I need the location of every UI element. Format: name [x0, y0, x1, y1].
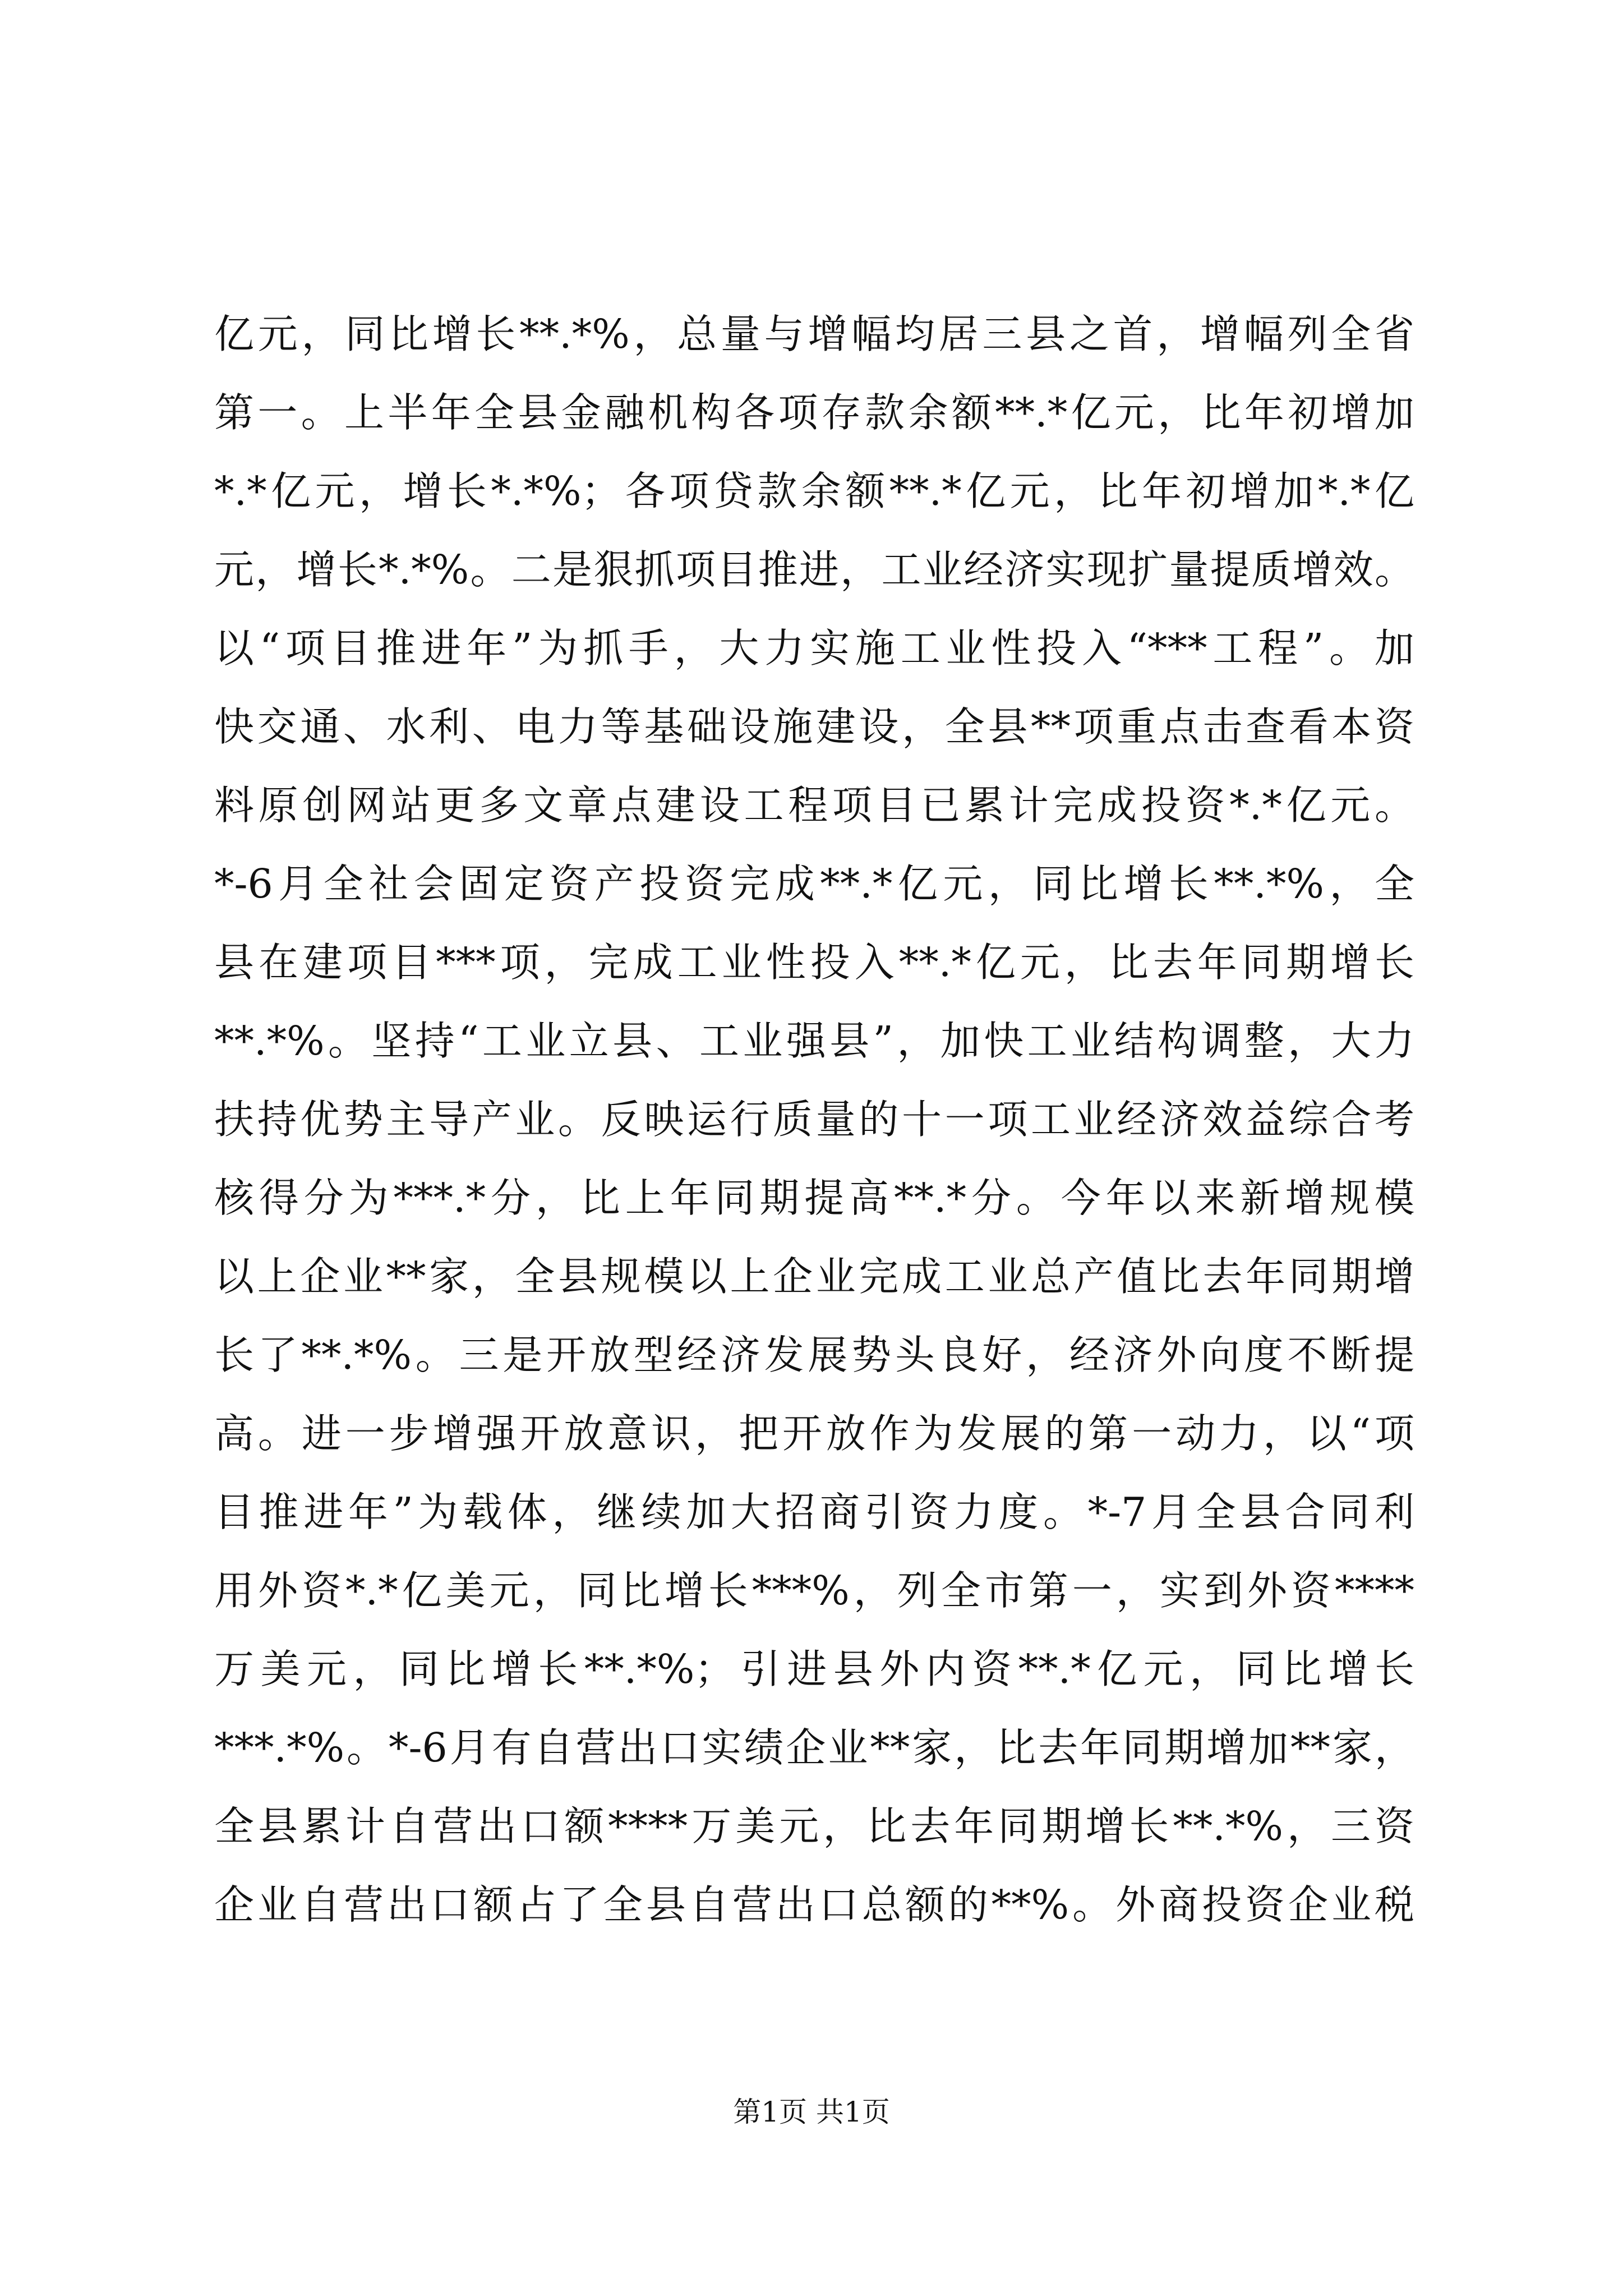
- text-line: 以上企业**家，全县规模以上企业完成工业总产值比去年同期增: [214, 1253, 1414, 1300]
- text-line: 全县累计自营出口额****万美元，比去年同期增长**.*%，三资: [214, 1803, 1414, 1849]
- text-line: 核得分为***.*分，比上年同期提高**.*分。今年以来新增规模: [214, 1175, 1414, 1221]
- text-line: 快交通、水利、电力等基础设施建设，全县**项重点击查看本资: [214, 703, 1414, 750]
- text-line: ***.*%。*-6月有自营出口实绩企业**家，比去年同期增加**家，: [214, 1724, 1414, 1771]
- text-line: 以“项目推进年”为抓手，大力实施工业性投入“***工程”。加: [214, 625, 1414, 671]
- text-line: *-6月全社会固定资产投资完成**.*亿元，同比增长**.*%，全: [214, 861, 1414, 907]
- text-line: 元，增长*.*%。二是狠抓项目推进，工业经济实现扩量提质增效。: [214, 546, 1414, 593]
- text-line: 县在建项目***项，完成工业性投入**.*亿元，比去年同期增长: [214, 939, 1414, 986]
- text-line: 用外资*.*亿美元，同比增长***%，列全市第一，实到外资****: [214, 1567, 1414, 1614]
- text-line: **.*%。坚持“工业立县、工业强县”，加快工业结构调整，大力: [214, 1018, 1414, 1064]
- text-line: 企业自营出口额占了全县自营出口总额的**%。外商投资企业税: [214, 1881, 1414, 1928]
- text-line: 第一。上半年全县金融机构各项存款余额**.*亿元，比年初增加: [214, 389, 1414, 436]
- text-line: 目推进年”为载体，继续加大招商引资力度。*-7月全县合同利: [214, 1489, 1414, 1535]
- text-line: *.*亿元，增长*.*%；各项贷款余额**.*亿元，比年初增加*.*亿: [214, 468, 1414, 514]
- text-line: 高。进一步增强开放意识，把开放作为发展的第一动力，以“项: [214, 1410, 1414, 1457]
- text-line: 长了**.*%。三是开放型经济发展势头良好，经济外向度不断提: [214, 1332, 1414, 1378]
- text-line: 料原创网站更多文章点建设工程项目已累计完成投资*.*亿元。: [214, 782, 1414, 829]
- text-line: 扶持优势主导产业。反映运行质量的十一项工业经济效益综合考: [214, 1096, 1414, 1143]
- text-line: 万美元，同比增长**.*%；引进县外内资**.*亿元，同比增长: [214, 1646, 1414, 1692]
- text-line: 亿元，同比增长**.*%，总量与增幅均居三县之首，增幅列全省: [214, 311, 1414, 357]
- page-number-footer: 第1页 共1页: [733, 2096, 890, 2128]
